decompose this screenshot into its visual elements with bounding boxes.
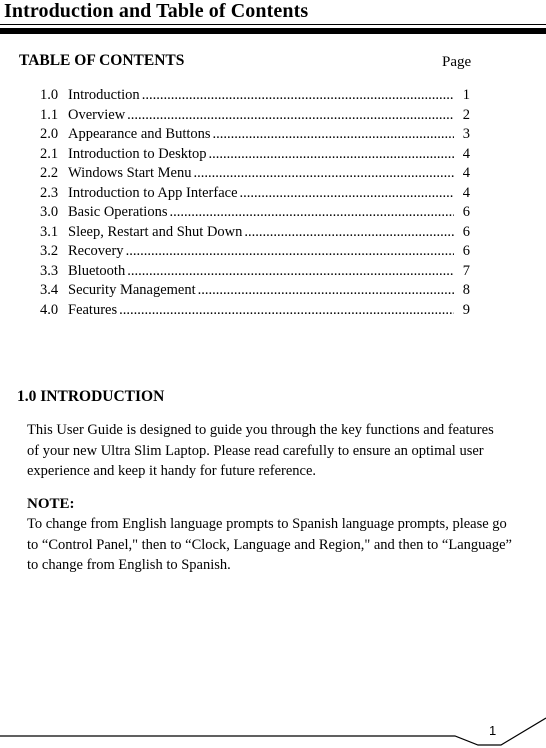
toc-entry[interactable] <box>40 184 470 204</box>
toc-entry-page: 9 <box>462 301 470 318</box>
toc-entry-page: 2 <box>462 106 470 123</box>
toc-dot-leader <box>142 86 454 106</box>
toc-entry[interactable] <box>40 242 470 262</box>
toc-entry-number: 3.1 <box>40 223 59 240</box>
toc-entry[interactable] <box>40 223 470 243</box>
toc-dot-leader <box>213 125 454 145</box>
toc-entry[interactable] <box>40 301 470 321</box>
toc-entry[interactable] <box>40 281 470 301</box>
toc-dot-leader <box>127 262 454 282</box>
toc-entry-number: 4.0 <box>40 301 59 318</box>
toc-entry[interactable] <box>40 262 470 282</box>
toc-entry-number: 3.0 <box>40 204 59 220</box>
toc-entry[interactable] <box>40 164 470 184</box>
toc-entry-number: 1.0 <box>40 87 59 103</box>
toc-entry-title: Introduction <box>68 87 140 103</box>
toc-entry-title: Bluetooth <box>68 262 126 279</box>
toc-entry[interactable] <box>40 203 470 223</box>
toc-entry-page: 6 <box>462 204 470 220</box>
header-rule-thin <box>0 24 546 25</box>
toc-entry-number: 2.3 <box>40 184 59 201</box>
introduction-paragraph: This User Guide is designed to guide you through the key functions and features of your new Ultra Slim Laptop. Please read carefully to ensure an optimal user experience and keep it handy for future reference. <box>27 422 494 479</box>
toc-entry-title: Security Management <box>68 282 196 298</box>
toc-dot-leader <box>127 106 454 126</box>
toc-entry-title: Recovery <box>68 243 124 259</box>
toc-dot-leader <box>193 164 454 184</box>
toc-entry-title: Features <box>68 301 118 318</box>
toc-entry-title: Basic Operations <box>68 204 168 220</box>
note-paragraph: To change from English language prompts to Spanish language prompts, please go to “Control Panel," then to “Clock, Language and Region," and then to “Language” to change from English to Spanish. <box>27 516 512 573</box>
toc-entry-title: Introduction to App Interface <box>68 184 238 201</box>
toc-entry-page: 1 <box>462 87 470 103</box>
toc-dot-leader <box>169 203 454 223</box>
toc-entry-title: Introduction to Desktop <box>68 145 207 162</box>
toc-entry[interactable] <box>40 145 470 165</box>
toc-dot-leader <box>244 223 454 243</box>
toc-entry-title: Overview <box>68 106 126 123</box>
toc-entry[interactable] <box>40 86 470 106</box>
page-title: Introduction and Table of Contents <box>4 0 309 22</box>
toc-entry-title: Appearance and Buttons <box>68 126 211 142</box>
footer-rule <box>0 712 546 748</box>
toc-dot-leader <box>119 301 454 321</box>
toc-entry-title: Sleep, Restart and Shut Down <box>68 223 243 240</box>
note-label: NOTE: <box>27 496 75 512</box>
footer-chevron-line <box>0 718 546 745</box>
toc-entry-number: 3.2 <box>40 243 59 259</box>
toc-entry-number: 1.1 <box>40 106 59 123</box>
toc-entry-page: 4 <box>462 145 470 162</box>
toc-entry[interactable] <box>40 106 470 126</box>
toc-entry-number: 2.2 <box>40 165 59 181</box>
toc-entry-page: 6 <box>462 223 470 240</box>
header-rule-thick <box>0 28 546 34</box>
toc-entry-number: 2.1 <box>40 145 59 162</box>
toc-entry-page: 4 <box>462 184 470 201</box>
toc-entry[interactable] <box>40 125 470 145</box>
toc-dot-leader <box>240 184 454 204</box>
toc-entry-page: 3 <box>462 126 470 142</box>
toc-entry-page: 7 <box>462 262 470 279</box>
toc-entry-number: 2.0 <box>40 126 59 142</box>
toc-entry-page: 8 <box>462 282 470 298</box>
toc-page-label: Page <box>442 54 472 70</box>
introduction-heading: 1.0 INTRODUCTION <box>17 388 165 405</box>
toc-list <box>40 86 470 320</box>
toc-entry-title: Windows Start Menu <box>68 165 192 181</box>
toc-heading: TABLE OF CONTENTS <box>19 52 185 69</box>
toc-entry-number: 3.4 <box>40 282 59 298</box>
toc-entry-page: 4 <box>462 165 470 181</box>
page-number: 1 <box>489 723 497 738</box>
toc-entry-page: 6 <box>462 243 470 259</box>
toc-dot-leader <box>209 145 454 165</box>
toc-dot-leader <box>126 242 454 262</box>
toc-entry-number: 3.3 <box>40 262 59 279</box>
toc-dot-leader <box>198 281 454 301</box>
